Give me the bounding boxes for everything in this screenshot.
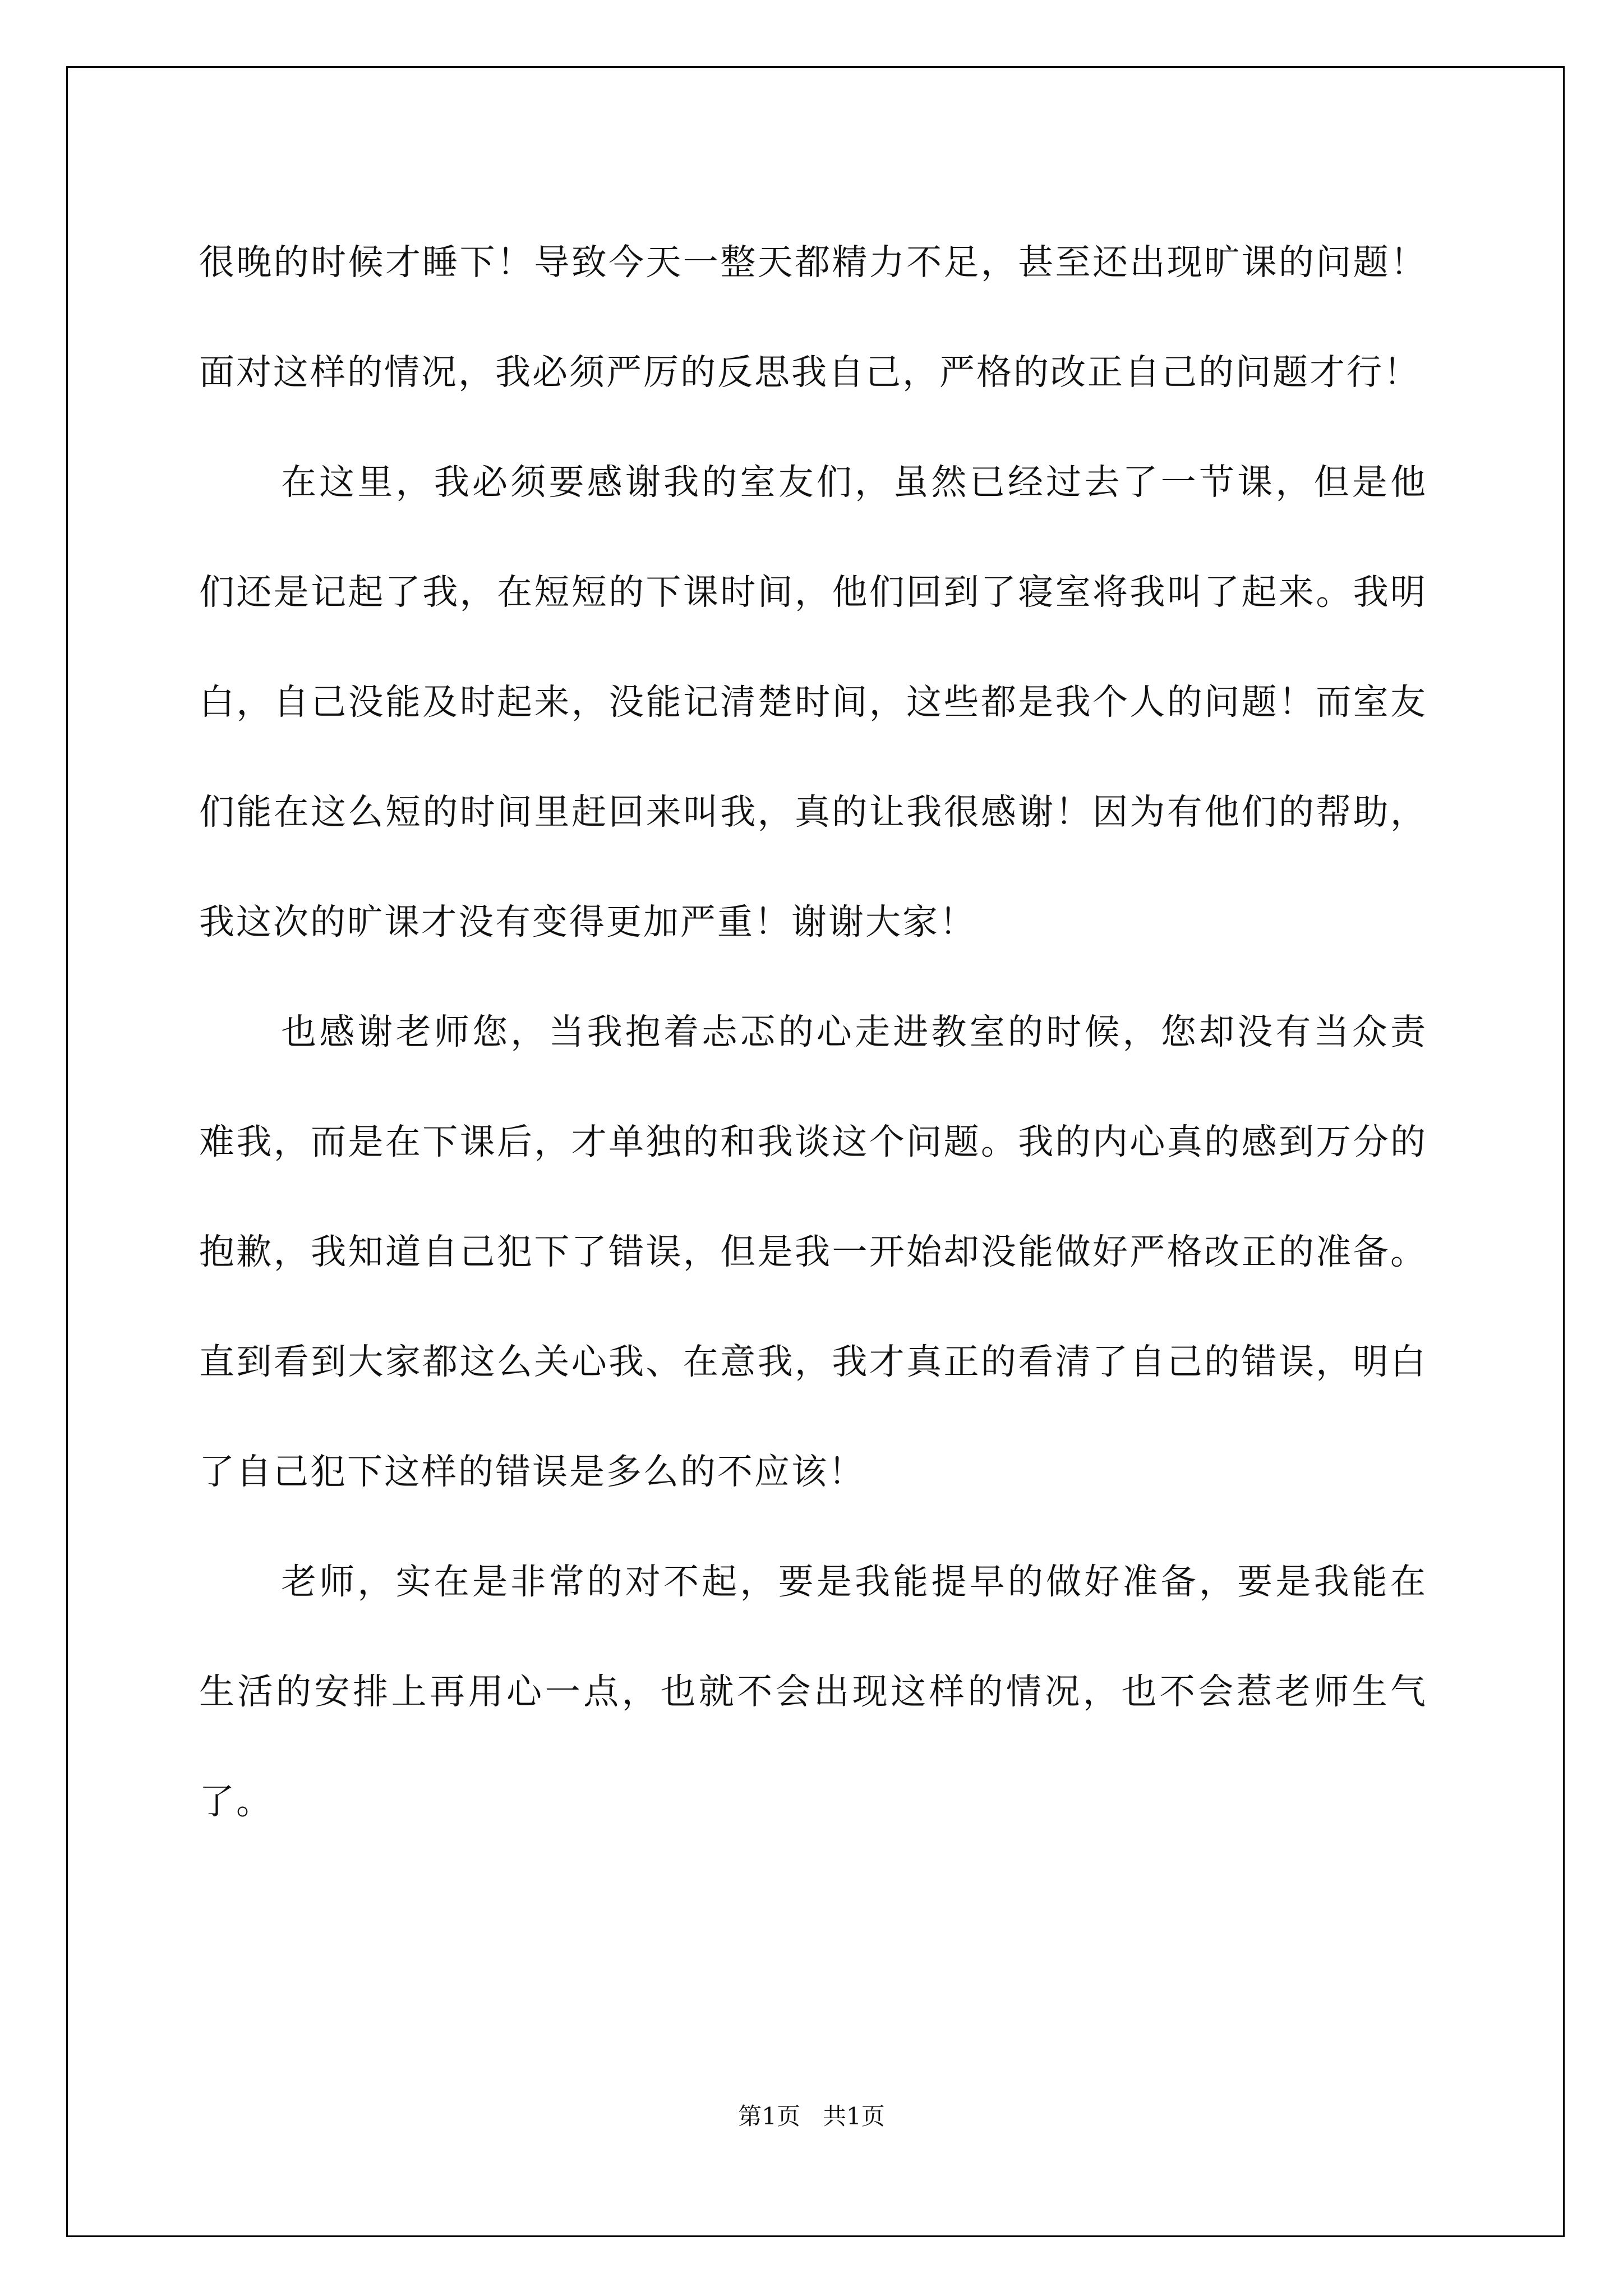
page-footer: 第1页 共1页 <box>738 2102 885 2130</box>
document-body <box>199 208 1427 1857</box>
paragraph: 在这里，我必须要感谢我的室友们，虽然已经过去了一节课，但是他们还是记起了我，在短短的下课时间，他们回到了寝室将我叫了起来。我明白，自己没能及时起来，没能记清楚时间，这些都是我个人的问题！而室友们能在这么短的时间里赶回来叫我，真的让我很感谢！因为有他们的帮助，我这次的旷课才没有变得更加严重！谢谢大家！ <box>199 462 1427 942</box>
paragraph: 很晚的时候才睡下！导致今天一整天都精力不足，甚至还出现旷课的问题！面对这样的情况，我必须严厉的反思我自己，严格的改正自己的问题才行！ <box>199 242 1427 393</box>
paragraph: 老师，实在是非常的对不起，要是我能提早的做好准备，要是我能在生活的安排上再用心一点，也就不会出现这样的情况，也不会惹老师生气了。 <box>199 1561 1427 1822</box>
paragraph: 也感谢老师您，当我抱着忐忑的心走进教室的时候，您却没有当众责难我，而是在下课后，才单独的和我谈这个问题。我的内心真的感到万分的抱歉，我知道自己犯下了错误，但是我一开始却没能做好严格改正的准备。直到看到大家都这么关心我、在意我，我才真正的看清了自己的错误，明白了自己犯下这样的错误是多么的不应该！ <box>199 1011 1427 1492</box>
